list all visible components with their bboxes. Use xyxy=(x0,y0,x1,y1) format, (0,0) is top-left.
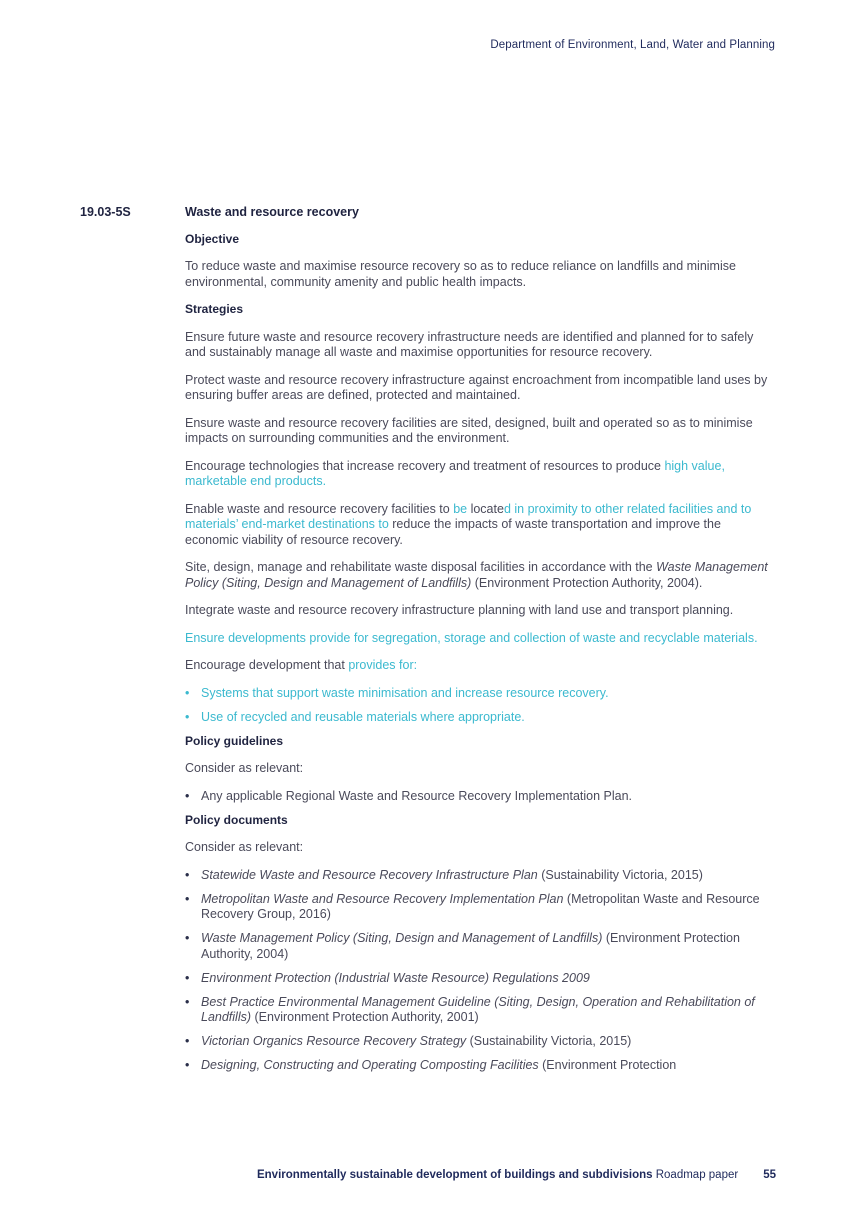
footer-title: Environmentally sustainable development of buildings and subdivisions xyxy=(256,1169,653,1181)
list-item xyxy=(185,971,777,987)
strategy-paragraph xyxy=(185,658,777,674)
strategy-paragraph: Ensure waste and resource recovery facilities are sited, designed, built and operated so as to minimise impacts on surrounding communities and the environment. xyxy=(185,415,753,445)
highlighted-text: high value, marketable end products. xyxy=(185,458,725,488)
document-title: Best Practice Environmental Management Guideline (Siting, Design, Operation and Rehabilitation of Landfills) xyxy=(201,994,755,1024)
strategy-paragraph xyxy=(185,459,777,490)
page-number: 55 xyxy=(763,1169,776,1181)
document-title: Designing, Constructing and Operating Composting Facilities xyxy=(201,1058,539,1072)
highlighted-text: provides for: xyxy=(348,658,418,672)
document-source: (Metropolitan Waste and Resource Recovery Group, 2016) xyxy=(201,891,760,921)
clause-number: 19.03-5S xyxy=(80,205,131,219)
list-item xyxy=(185,995,777,1026)
list-item: • Systems that support waste minimisation and increase resource recovery. xyxy=(185,686,777,702)
documents-intro: Consider as relevant: xyxy=(185,840,304,854)
text-run: (Environment Protection Authority, 2004). xyxy=(471,575,703,590)
document-source: (Sustainability Victoria, 2015) xyxy=(537,867,703,882)
main-content xyxy=(185,205,777,1082)
department-name: Department of Environment, Land, Water and Planning xyxy=(490,39,775,51)
strategies-heading: Strategies xyxy=(185,302,244,316)
text-run: reduce the impacts of waste transportation and improve the economic viability of resource recovery. xyxy=(185,517,721,547)
strategy-paragraph xyxy=(185,502,777,549)
documents-bullet-list xyxy=(185,868,777,1074)
policy-guidelines-heading: Policy guidelines xyxy=(185,733,284,748)
footer-subtitle: Roadmap paper xyxy=(652,1169,739,1181)
text-run: locate xyxy=(467,501,504,516)
text-run: Encourage development that xyxy=(185,658,349,672)
page-header xyxy=(490,39,775,51)
strategy-paragraph xyxy=(185,560,777,591)
page-footer xyxy=(257,1169,776,1181)
list-item xyxy=(185,892,777,923)
list-item xyxy=(185,1034,777,1050)
guidelines-intro: Consider as relevant: xyxy=(185,761,304,775)
policy-documents-heading: Policy documents xyxy=(185,812,288,827)
strategy-paragraph: Ensure future waste and resource recovery infrastructure needs are identified and planned for to safely and sustainably manage all waste and maximise opportunities for resource recovery. xyxy=(185,329,754,359)
list-item xyxy=(185,868,777,884)
highlighted-text: d in proximity to other related facilities and to materials’ end-market destinations to xyxy=(185,501,752,531)
strategy-paragraph-highlighted: Ensure developments provide for segregation, storage and collection of waste and recyclable materials. xyxy=(185,630,758,645)
document-source: (Environment Protection Authority, 2001) xyxy=(251,1010,479,1024)
clause-title: Waste and resource recovery xyxy=(185,205,359,219)
strategy-bullet-list xyxy=(185,686,777,726)
document-title: Environment Protection (Industrial Waste Resource) Regulations 2009 xyxy=(201,970,590,985)
document-title: Victorian Organics Resource Recovery Strategy xyxy=(201,1034,467,1048)
list-item xyxy=(185,1058,777,1074)
text-run: Site, design, manage and rehabilitate waste disposal facilities in accordance with the xyxy=(185,560,657,574)
highlighted-text: be xyxy=(453,501,468,516)
objective-text: To reduce waste and maximise resource recovery so as to reduce reliance on landfills and minimise environmental, community amenity and public health impacts. xyxy=(185,259,736,289)
document-source: (Sustainability Victoria, 2015) xyxy=(466,1034,632,1048)
policy-title: Waste Management Policy (Siting, Design and Management of Landfills) xyxy=(185,560,768,590)
guidelines-bullet-list xyxy=(185,789,777,805)
document-title: Waste Management Policy (Siting, Design and Management of Landfills) xyxy=(201,931,603,945)
document-source: (Environment Protection xyxy=(538,1058,677,1072)
strategy-paragraph: Integrate waste and resource recovery infrastructure planning with land use and transport planning. xyxy=(185,603,734,617)
document-title: Statewide Waste and Resource Recovery Infrastructure Plan xyxy=(201,867,538,882)
list-item xyxy=(185,931,777,962)
text-run: Enable waste and resource recovery facilities to xyxy=(185,501,454,516)
list-item: • Any applicable Regional Waste and Resource Recovery Implementation Plan. xyxy=(185,789,777,805)
list-item: • Use of recycled and reusable materials where appropriate. xyxy=(185,710,777,726)
document-title: Metropolitan Waste and Resource Recovery Implementation Plan xyxy=(201,891,564,906)
text-run: Encourage technologies that increase recovery and treatment of resources to produce xyxy=(185,458,665,473)
objective-heading: Objective xyxy=(185,231,240,246)
strategy-paragraph: Protect waste and resource recovery infrastructure against encroachment from incompatible land uses by ensuring buffer areas are defined, protected and maintained. xyxy=(185,372,768,402)
document-source: (Environment Protection Authority, 2004) xyxy=(201,931,740,961)
